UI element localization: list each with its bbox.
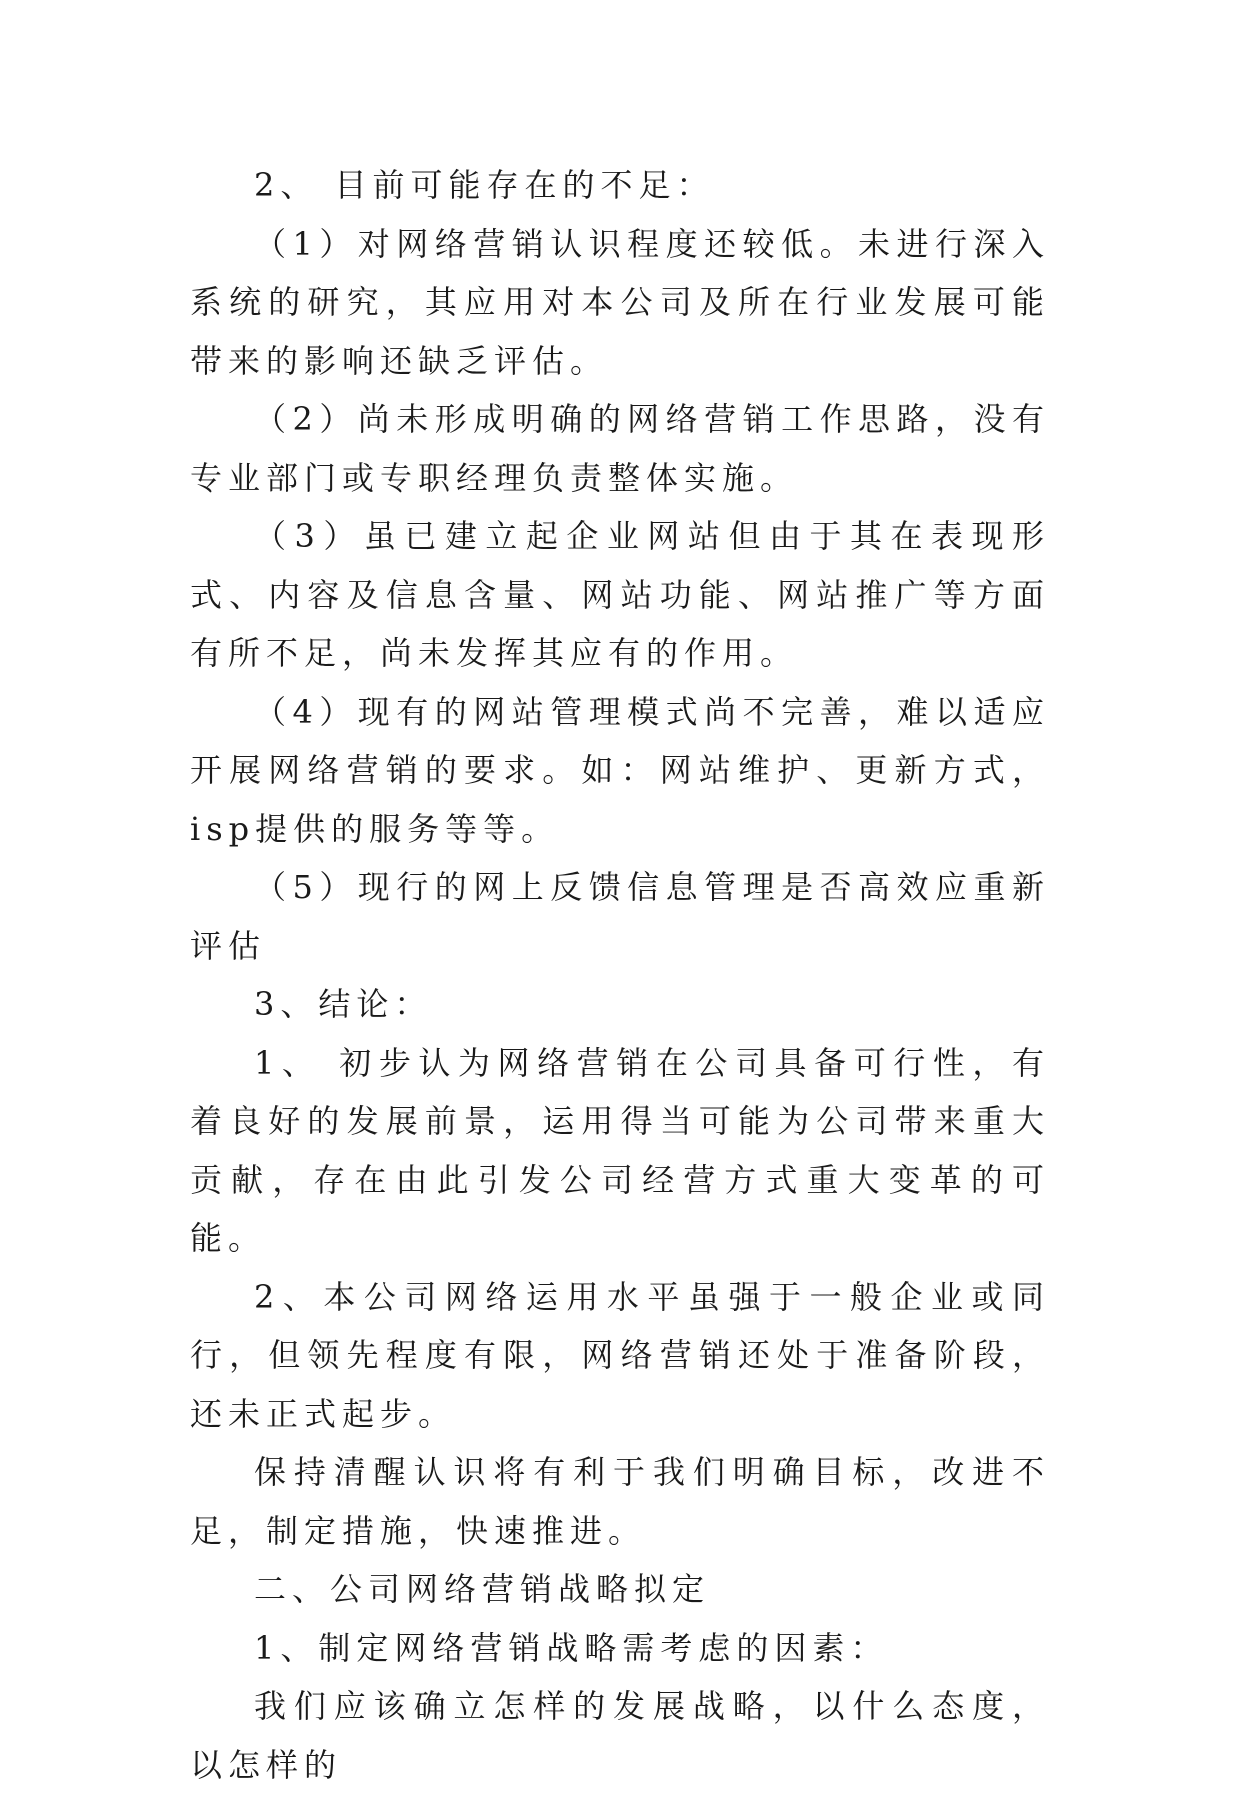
paragraph: 2、本公司网络运用水平虽强于一般企业或同行，但领先程度有限，网络营销还处于准备阶段，还未正式起步。 (190, 1277, 1050, 1433)
paragraph: （1）对网络营销认识程度还较低。未进行深入系统的研究，其应用对本公司及所在行业发展可能带来的影响还缺乏评估。 (190, 224, 1050, 380)
paragraph: 1、制定网络营销战略需考虑的因素： (254, 1628, 889, 1667)
paragraph: （5）现行的网上反馈信息管理是否高效应重新评估 (190, 868, 1050, 965)
paragraph: （4）现有的网站管理模式尚不完善，难以适应开展网络营销的要求。如：网站维护、更新方式，isp提供的服务等等。 (190, 692, 1050, 848)
paragraph: 3、结论： (254, 985, 433, 1023)
paragraph: 二、公司网络营销战略拟定 (254, 1570, 711, 1608)
paragraph: 1、 初步认为网络营销在公司具备可行性，有着良好的发展前景，运用得当可能为公司带来重大贡献，存在由此引发公司经营方式重大变革的可能。 (190, 1043, 1050, 1257)
paragraph: （3）虽已建立起企业网站但由于其在表现形式、内容及信息含量、网站功能、网站推广等方面有所不足，尚未发挥其应有的作用。 (190, 517, 1050, 672)
paragraph: 我们应该确立怎样的发展战略，以什么态度，以怎样的 (190, 1687, 1050, 1784)
paragraph: 2、 目前可能存在的不足： (254, 166, 715, 204)
paragraph: 保持清醒认识将有利于我们明确目标，改进不足，制定措施，快速推进。 (190, 1453, 1050, 1550)
document-body (190, 156, 1050, 1794)
paragraph: （2）尚未形成明确的网络营销工作思路，没有专业部门或专职经理负责整体实施。 (190, 400, 1050, 497)
